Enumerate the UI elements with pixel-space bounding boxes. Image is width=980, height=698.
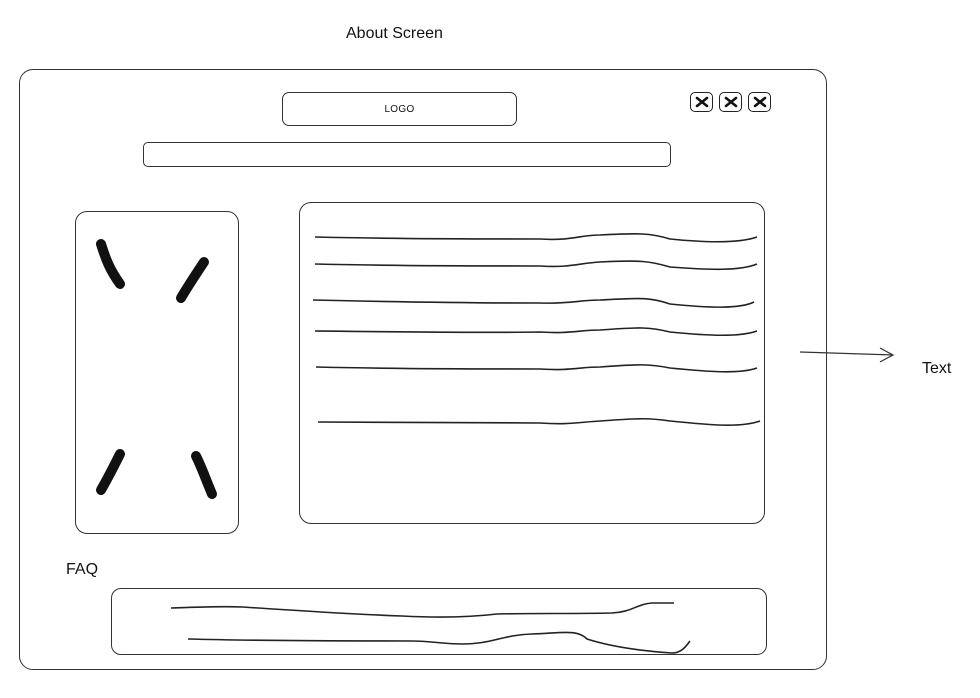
close-icon[interactable] bbox=[719, 92, 742, 112]
faq-placeholder-lines bbox=[112, 589, 768, 656]
logo bbox=[282, 92, 517, 126]
faq-heading: FAQ bbox=[66, 561, 99, 578]
annotation-label: Text bbox=[922, 360, 952, 377]
close-icon[interactable] bbox=[690, 92, 713, 112]
text-placeholder-lines bbox=[300, 203, 766, 525]
text-content-card bbox=[299, 202, 765, 524]
page-title: About Screen bbox=[346, 25, 443, 42]
search-bar[interactable] bbox=[143, 142, 671, 167]
close-icon[interactable] bbox=[748, 92, 771, 112]
image-placeholder bbox=[75, 211, 239, 534]
faq-box[interactable] bbox=[111, 588, 767, 655]
social-icons bbox=[690, 92, 771, 112]
logo-label: LOGO bbox=[384, 103, 415, 115]
image-placeholder-marks bbox=[76, 212, 240, 535]
